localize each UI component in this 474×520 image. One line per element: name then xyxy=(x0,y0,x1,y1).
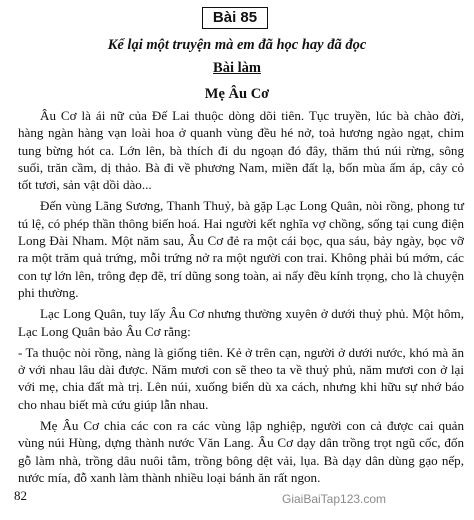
essay-body xyxy=(18,107,464,490)
paragraph-3: Lạc Long Quân, tuy lấy Âu Cơ nhưng thường xuyên ở dưới thuỷ phủ. Một hôm, Lạc Long Quân bảo Âu Cơ rằng: xyxy=(18,306,464,339)
paragraph-5: Mẹ Âu Cơ chia các con ra các vùng lập nghiệp, người con cả được cai quản vùng núi Hùng, dựng thành nước Văn Lang. Âu Cơ dạy dân trồng trọt ngũ cốc, đốn gỗ làm nhà, trồng dâu nuôi tằm, trồng bông dệt vải, lụa. Bà dạy dân dùng gạo nếp, nước mía, đỗ xanh làm thành nhiều loại bánh ăn rất ngon. xyxy=(18,418,464,485)
essay-heading: Bài làm xyxy=(213,60,261,76)
paragraph-2: Đến vùng Lãng Sương, Thanh Thuỷ, bà gặp Lạc Long Quân, nòi rồng, phong tư tú lệ, có phép thần thông biến hoá. Hai người kết nghĩa vợ chồng, sống tại cung điện Long Đài Nham. Một năm sau, Âu Cơ đẻ ra một cái bọc, qua sáu, bảy ngày, bọc vỡ ra một trăm quả trứng, mỗi trứng nở ra một người con trai. Không phải bú mớm, các con tự lớn lên, trông đẹp đẽ, trí dũng song toàn, ai nấy đều kính trọng, cho là chuyện phi thường. xyxy=(18,198,464,300)
lesson-label: Bài 85 xyxy=(202,7,268,29)
story-title: Mẹ Âu Cơ xyxy=(204,86,270,102)
paragraph-1: Âu Cơ là ái nữ của Đế Lai thuộc dòng dõi tiên. Tục truyền, lúc bà chào đời, hàng ngàn hàng vạn loài hoa ở quanh vùng đều hé nở, toả hương ngào ngạt, chim tung bừng hót ca. Lớn lên, bà thích đi du ngoạn đó đây, thăm thú núi rừng, sông suối, trăn cầm, dị thảo. Bà đi về phương Nam, miền đất lạ, bốn mùa ấm áp, cây cỏ tốt tươi, sản vật dồi dào... xyxy=(18,108,464,193)
page-number: 82 xyxy=(14,488,27,503)
paragraph-dialogue: - Ta thuộc nòi rồng, nàng là giống tiên. Kẻ ở trên cạn, người ở dưới nước, khó mà ăn ở với nhau lâu dài được. Năm mươi con sẽ theo ta về thuỷ phủ, năm mươi con ở lại với mẹ, chia đất mà trị. Lên núi, xuống biển dù xa cách, nhưng khi hữu sự nhớ báo cho nhau biết mà cứu giúp lẫn nhau. xyxy=(18,344,464,412)
watermark: GiaiBaiTap123.com xyxy=(282,492,387,506)
lesson-subtitle: Kể lại một truyện mà em đã học hay đã đọc xyxy=(107,37,367,53)
